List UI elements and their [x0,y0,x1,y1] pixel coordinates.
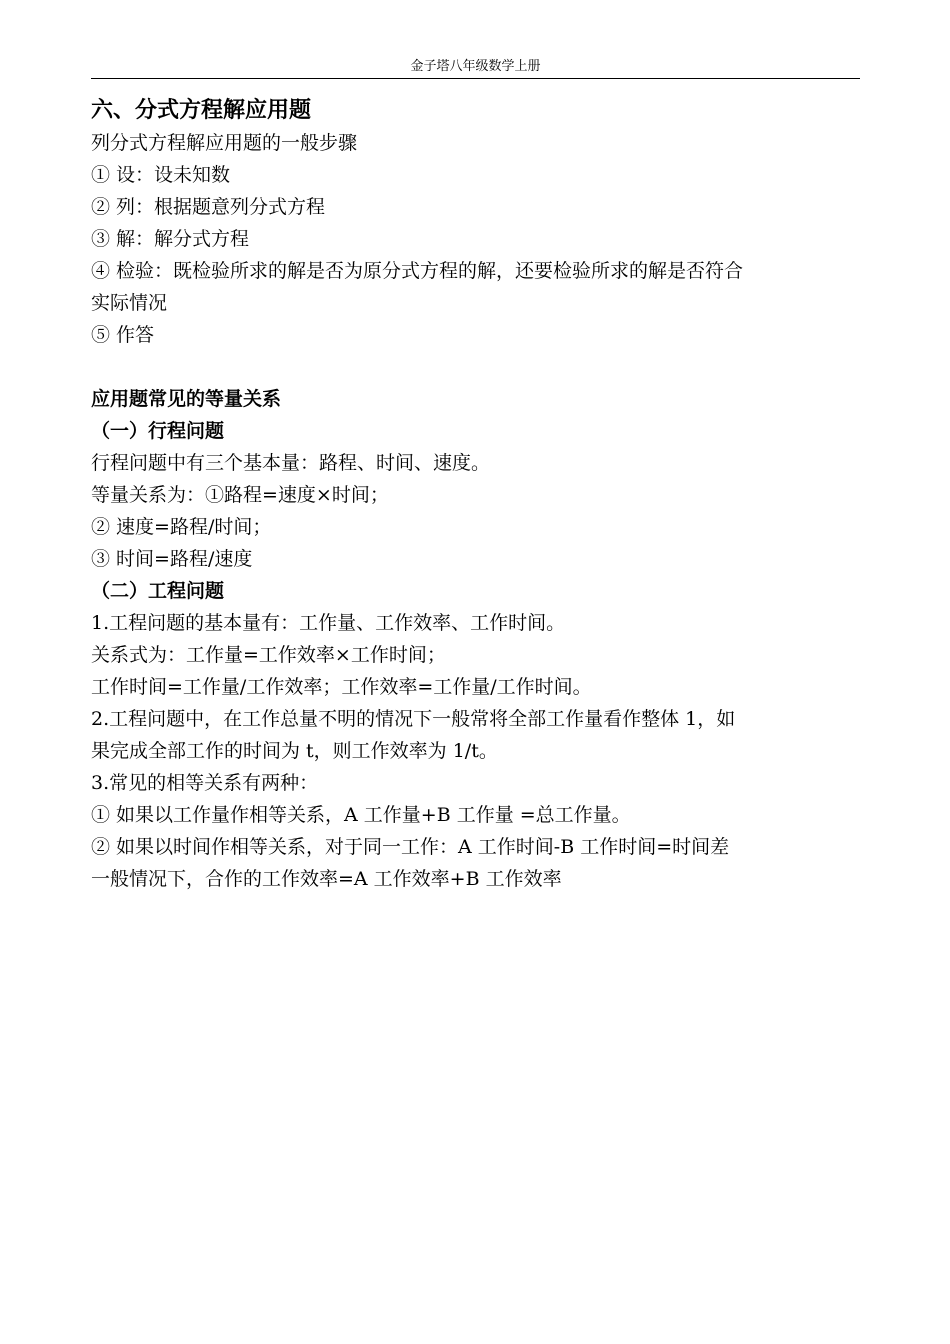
travel-heading: （一）行程问题 [91,420,225,442]
travel-line: ② 速度=路程/时间； [91,516,272,538]
work-heading: （二）工程问题 [91,580,225,602]
steps-intro: 列分式方程解应用题的一般步骤 [91,132,358,154]
work-line: 一般情况下，合作的工作效率=A 工作效率+B 工作效率 [91,868,562,890]
work-line: 1.工程问题的基本量有：工作量、工作效率、工作时间。 [91,612,566,634]
work-line: 果完成全部工作的时间为 t，则工作效率为 1/t。 [91,740,498,762]
section-title: 六、分式方程解应用题 [91,98,312,123]
relations-heading: 应用题常见的等量关系 [91,388,282,410]
step-4: ④ 检验：既检验所求的解是否为原分式方程的解，还要检验所求的解是否符合 [91,260,744,282]
page-header: 金子塔八年级数学上册 [91,58,860,79]
document-body [91,95,861,895]
blank-line [91,351,861,383]
work-line: 3.常见的相等关系有两种： [91,772,319,794]
step-1: ① 设：设未知数 [91,164,231,186]
work-line: ② 如果以时间作相等关系，对于同一工作：A 工作时间-B 工作时间=时间差 [91,836,730,858]
work-line: ① 如果以工作量作相等关系，A 工作量+B 工作量 =总工作量。 [91,804,631,826]
travel-line: ③ 时间=路程/速度 [91,548,253,570]
step-4-continued: 实际情况 [91,292,168,314]
work-line: 2.工程问题中，在工作总量不明的情况下一般常将全部工作量看作整体 1，如 [91,708,736,730]
step-2: ② 列：根据题意列分式方程 [91,196,326,218]
step-5: ⑤ 作答 [91,324,155,346]
travel-line: 等量关系为：①路程=速度×时间； [91,484,389,506]
work-line: 工作时间=工作量/工作效率；工作效率=工作量/工作时间。 [91,676,592,698]
work-line: 关系式为：工作量=工作效率×工作时间； [91,644,446,666]
travel-line: 行程问题中有三个基本量：路程、时间、速度。 [91,452,491,474]
step-3: ③ 解：解分式方程 [91,228,250,250]
